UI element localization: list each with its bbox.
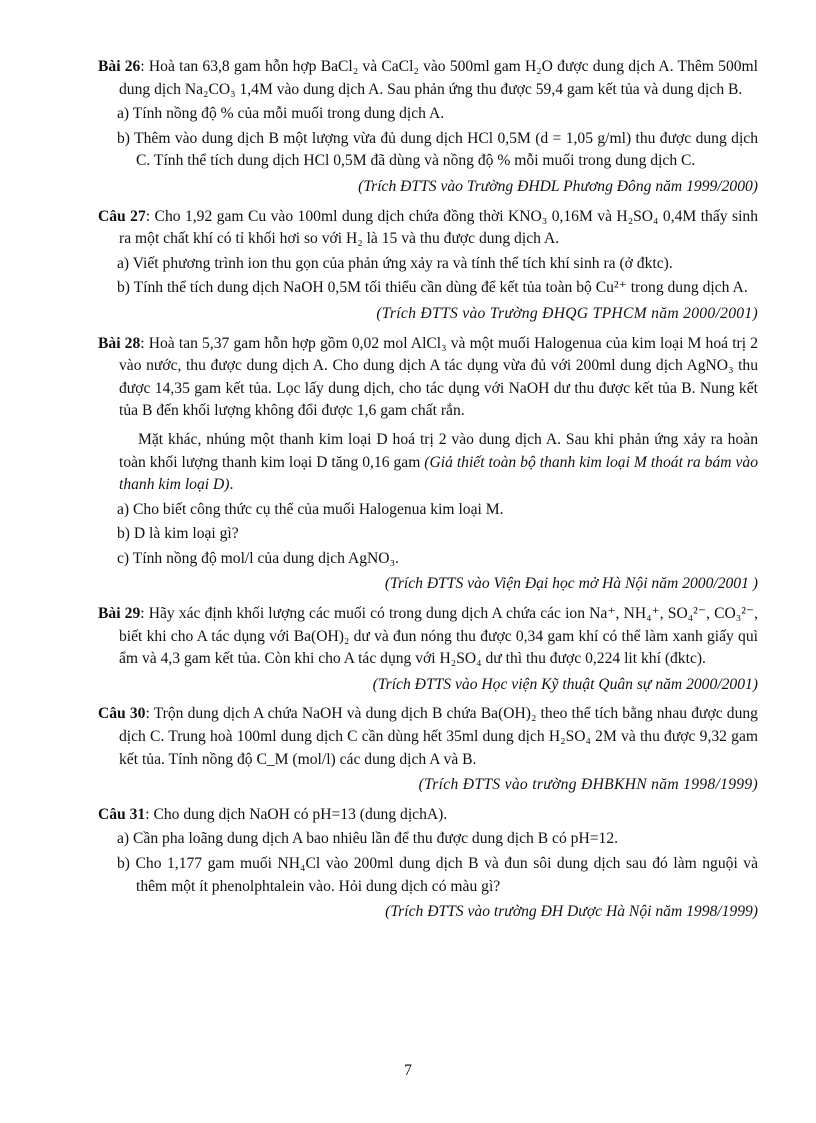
page-number: 7 (404, 1062, 412, 1079)
problem-27: Câu 27: Cho 1,92 gam Cu vào 100ml dung dịch chứa đồng thời KNO₃ 0,16M và H₂SO₄ 0,4M thấy sinh ra một chất khí có tỉ khối hơi so với H₂ là 15 và thu được dung dịch A. a) Viết phương trình ion thu gọn của phản ứng xảy ra và tính thể tích khí sinh ra (ở đktc). b) Tính thể tích dung dịch NaOH 0,5M tối thiểu cần dùng để kết tủa toàn bộ Cu²⁺ trong dung dịch A. (Trích ĐTTS vào Trường ĐHQG TPHCM năm 2000/2001) (98, 206, 758, 326)
sub-question: a) Cần pha loãng dung dịch A bao nhiêu lần để thu được dung dịch B có pH=12. (117, 830, 619, 848)
problem-28: Bài 28: Hoà tan 5,37 gam hỗn hợp gồm 0,02 mol AlCl₃ và một muối Halogenua của kim loại M hoá trị 2 vào nước, thu được dung dịch A. Cho dung dịch A tác dụng vừa đủ với 200ml dung dịch AgNO₃ thu được 14,35 gam kết tủa. Lọc lấy dung dịch, cho tác dụng với NaOH dư thu được kết tủa B. Nung kết tủa B đến khối lượng không đổi được 1,6 gam chất rắn. Mặt khác, nhúng một thanh kim loại D hoá trị 2 vào dung dịch A. Sau khi phản ứng xảy ra hoàn toàn khối lượng thanh kim loại D tăng 0,16 gam (Giả thiết toàn bộ thanh kim loại M thoát ra bám vào thanh kim loại D). a) Cho biết công thức cụ thể của muối Halogenua kim loại M. b) D là kim loại gì? c) Tính nồng độ mol/l của dung dịch AgNO₃. (Trích ĐTTS vào Viện Đại học mở Hà Nội năm 2000/2001 ) (98, 333, 758, 597)
problem-label: Câu 31 (98, 805, 146, 823)
source-citation: (Trích ĐTTS vào trường ĐH Dược Hà Nội năm 1998/1999) (385, 903, 758, 921)
problem-label: Bài 28 (98, 334, 141, 352)
sub-question: b) Thêm vào dung dịch B một lượng vừa đủ dung dịch HCl 0,5M (d = 1,05 g/ml) thu được dung dịch C. Tính thể tích dung dịch HCl 0,5M đã dùng và nồng độ % mỗi muối trong dung dịch C. (117, 129, 758, 170)
source-citation: (Trích ĐTTS vào Viện Đại học mở Hà Nội năm 2000/2001 ) (384, 575, 758, 593)
document-page (98, 56, 758, 931)
paragraph-note: (Giả thiết toàn bộ thanh kim loại M thoát ra bám vào thanh kim loại D) (119, 453, 758, 494)
problem-text: Hãy xác định khối lượng các muối có trong dung dịch A chứa các ion Na⁺, NH₄⁺, SO₄²⁻, CO₃²⁻, biết khi cho A tác dụng với Ba(OH)₂ dư và đun nóng thu được 0,34 gam khí có thể làm xanh giấy quì ẩm và 4,3 gam kết tủa. Còn khi cho A tác dụng với H₂SO₄ dư thì thu được 0,224 lit khí (đktc). (119, 605, 759, 668)
problem-text: Hoà tan 63,8 gam hỗn hợp BaCl₂ và CaCl₂ vào 500ml gam H₂O được dung dịch A. Thêm 500ml dung dịch Na₂CO₃ 1,4M vào dung dịch A. Sau phản ứng thu được 59,4 gam kết tủa và dung dịch B. (119, 58, 758, 98)
paragraph-text: Mặt khác, nhúng một thanh kim loại D hoá trị 2 vào dung dịch A. Sau khi phản ứng xảy ra hoàn toàn khối lượng thanh kim loại D tăng 0,16 gam (119, 430, 758, 471)
problem-29: Bài 29: Hãy xác định khối lượng các muối có trong dung dịch A chứa các ion Na⁺, NH₄⁺, SO₄²⁻, CO₃²⁻, biết khi cho A tác dụng với Ba(OH)₂ dư và đun nóng thu được 0,34 gam khí có thể làm xanh giấy quì ẩm và 4,3 gam kết tủa. Còn khi cho A tác dụng với H₂SO₄ dư thì thu được 0,224 lit khí (đktc). (Trích ĐTTS vào Học viện Kỹ thuật Quân sự năm 2000/2001) (98, 603, 758, 696)
problem-label: Câu 30 (98, 705, 146, 723)
sub-question: a) Cho biết công thức cụ thể của muối Halogenua kim loại M. (117, 500, 504, 518)
source-citation: (Trích ĐTTS vào Trường ĐHQG TPHCM năm 2000/2001) (376, 304, 758, 322)
sub-question: b) Cho 1,177 gam muối NH₄Cl vào 200ml dung dịch B và đun sôi dung dịch sau đó làm nguội và thêm một ít phenolphtalein vào. Hỏi dung dịch có màu gì? (117, 855, 758, 895)
problem-text: Cho dung dịch NaOH có pH=13 (dung dịchA). (153, 805, 448, 823)
problem-label: Câu 27 (98, 207, 146, 225)
sub-question: a) Tính nồng độ % của mỗi muối trong dung dịch A. (117, 105, 445, 123)
sub-question: b) D là kim loại gì? (117, 525, 239, 543)
source-citation: (Trích ĐTTS vào Trường ĐHDL Phương Đông năm 1999/2000) (358, 177, 758, 195)
problem-text: Hoà tan 5,37 gam hỗn hợp gồm 0,02 mol AlCl₃ và một muối Halogenua của kim loại M hoá trị 2 vào nước, thu được dung dịch A. Cho dung dịch A tác dụng vừa đủ với 200ml dung dịch AgNO₃ thu được 14,35 gam kết tủa. Lọc lấy dung dịch, cho tác dụng với NaOH dư thu được kết tủa B. Nung kết tủa B đến khối lượng không đổi được 1,6 gam chất rắn. (119, 334, 758, 420)
problem-30: Câu 30: Trộn dung dịch A chứa NaOH và dung dịch B chứa Ba(OH)₂ theo thể tích bằng nhau được dung dịch C. Trung hoà 100ml dung dịch C cần dùng hết 35ml dung dịch H₂SO₄ 2M và thu được 9,32 gam kết tủa. Tính nồng độ C_M (mol/l) các dung dịch A và B. (Trích ĐTTS vào trường ĐHBKHN năm 1998/1999) (98, 703, 758, 796)
problem-26: Bài 26: Hoà tan 63,8 gam hỗn hợp BaCl₂ và CaCl₂ vào 500ml gam H₂O được dung dịch A. Thêm 500ml dung dịch Na₂CO₃ 1,4M vào dung dịch A. Sau phản ứng thu được 59,4 gam kết tủa và dung dịch B. a) Tính nồng độ % của mỗi muối trong dung dịch A. b) Thêm vào dung dịch B một lượng vừa đủ dung dịch HCl 0,5M (d = 1,05 g/ml) thu được dung dịch C. Tính thể tích dung dịch HCl 0,5M đã dùng và nồng độ % mỗi muối trong dung dịch C. (Trích ĐTTS vào Trường ĐHDL Phương Đông năm 1999/2000) (98, 56, 758, 199)
problem-31: Câu 31: Cho dung dịch NaOH có pH=13 (dung dịchA). a) Cần pha loãng dung dịch A bao nhiêu lần để thu được dung dịch B có pH=12. b) Cho 1,177 gam muối NH₄Cl vào 200ml dung dịch B và đun sôi dung dịch sau đó làm nguội và thêm một ít phenolphtalein vào. Hỏi dung dịch có màu gì? (Trích ĐTTS vào trường ĐH Dược Hà Nội năm 1998/1999) (98, 804, 758, 924)
source-citation: (Trích ĐTTS vào Học viện Kỹ thuật Quân sự năm 2000/2001) (372, 675, 758, 693)
problem-text: Cho 1,92 gam Cu vào 100ml dung dịch chứa đồng thời KNO₃ 0,16M và H₂SO₄ 0,4M thấy sinh ra một chất khí có tỉ khối hơi so với H₂ là 15 và thu được dung dịch A. (119, 207, 758, 248)
source-citation: (Trích ĐTTS vào trường ĐHBKHN năm 1998/1999) (418, 776, 758, 794)
problem-label: Bài 29 (98, 605, 141, 623)
problem-text: Trộn dung dịch A chứa NaOH và dung dịch B chứa Ba(OH)₂ theo thể tích bằng nhau được dung dịch C. Trung hoà 100ml dung dịch C cần dùng hết 35ml dung dịch H₂SO₄ 2M và thu được 9,32 gam kết tủa. Tính nồng độ C_M (mol/l) các dung dịch A và B. (119, 705, 758, 768)
problem-label: Bài 26 (98, 58, 141, 75)
problem-paragraph: Mặt khác, nhúng một thanh kim loại D hoá trị 2 vào dung dịch A. Sau khi phản ứng xảy ra hoàn toàn khối lượng thanh kim loại D tăng 0,16 gam (Giả thiết toàn bộ thanh kim loại M thoát ra bám vào thanh kim loại D). (119, 430, 758, 494)
sub-question: a) Viết phương trình ion thu gọn của phản ứng xảy ra và tính thể tích khí sinh ra (ở đktc). (117, 254, 673, 272)
sub-question: c) Tính nồng độ mol/l của dung dịch AgNO₃. (117, 549, 399, 567)
sub-question: b) Tính thể tích dung dịch NaOH 0,5M tối thiểu cần dùng để kết tủa toàn bộ Cu²⁺ trong dung dịch A. (117, 279, 748, 297)
